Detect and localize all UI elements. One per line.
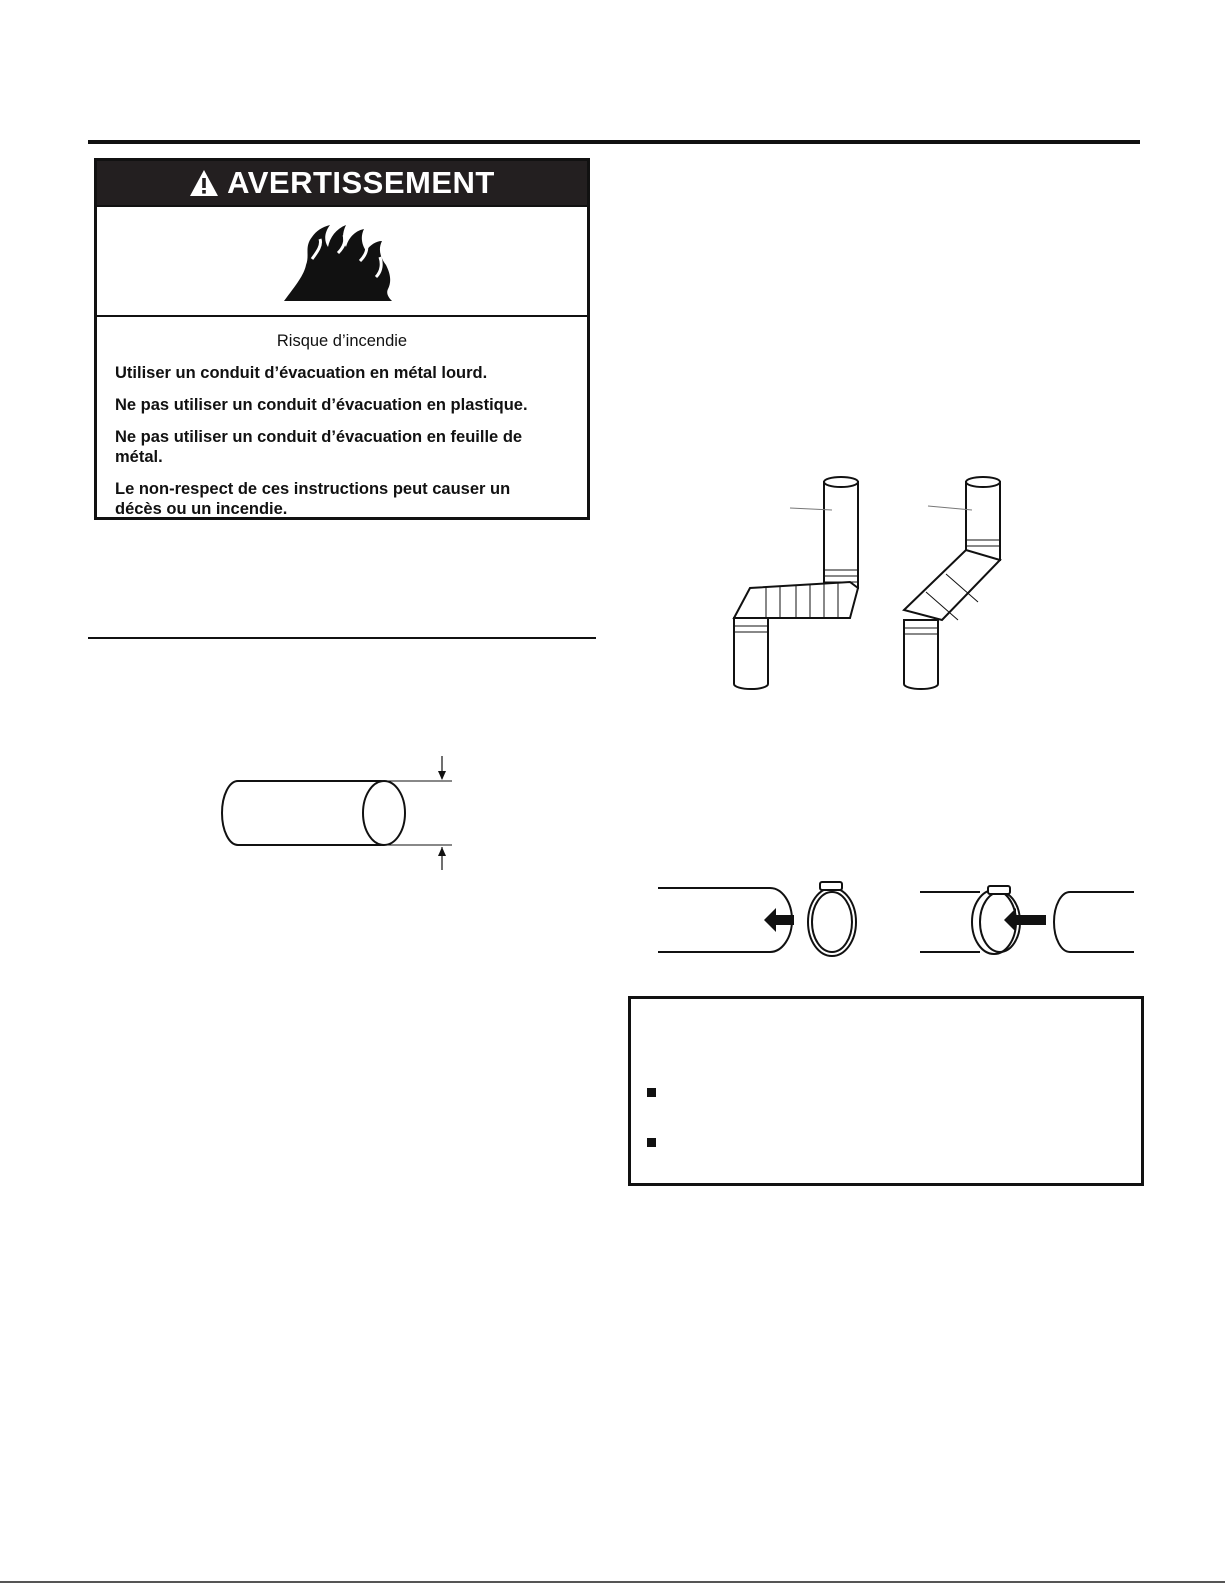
section-rule [88,637,596,639]
top-rule [88,140,1140,144]
warning-line-2: Ne pas utiliser un conduit d’évacuation en plastique. [115,396,528,414]
warning-line-1: Utiliser un conduit d’évacuation en métal lourd. [115,364,488,382]
fire-hazard-icon [282,219,402,303]
note-bullet-1 [647,1088,656,1097]
warning-pictogram-area [97,205,587,317]
warning-text [97,317,587,519]
elbow-duct-diagram [720,470,1060,695]
warning-line-4: Le non-respect de ces instructions peut causer un décès ou un incendie. [115,480,511,518]
warning-title: Risque d’incendie [276,332,408,350]
warning-header [97,161,587,205]
clamp-diagram [650,870,1140,965]
warning-triangle-icon [189,169,219,197]
bottom-rule [0,1581,1225,1583]
note-bullet-2 [647,1138,656,1147]
warning-header-label: AVERTISSEMENT [227,165,495,200]
warning-box [94,158,590,520]
duct-diameter-diagram [210,750,470,875]
note-box [628,996,1144,1186]
warning-line-3: Ne pas utiliser un conduit d’évacuation en feuille de métal. [115,428,523,466]
